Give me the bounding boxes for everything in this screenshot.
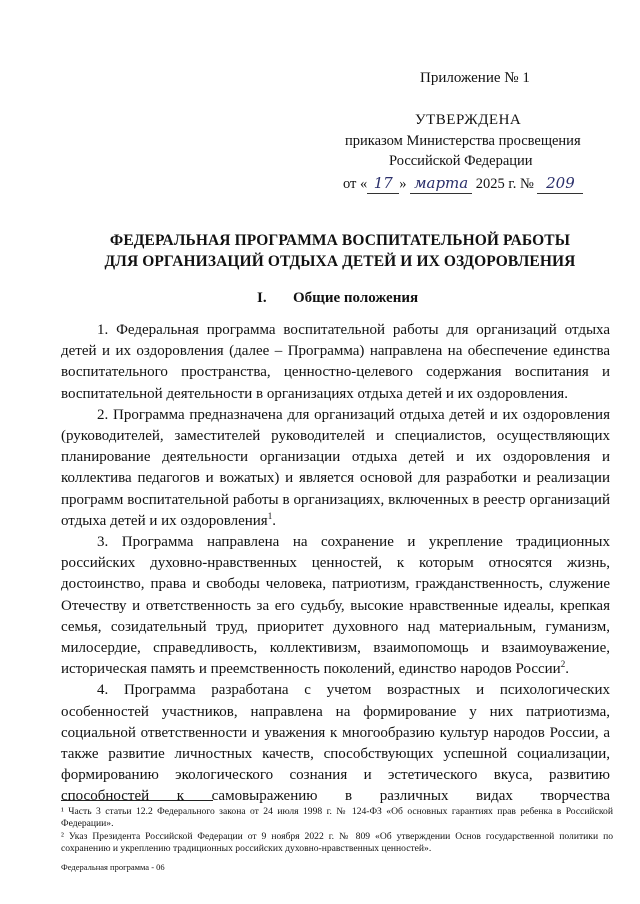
footnote-1: ¹ Часть 3 статьи 12.2 Федерального закона от 24 июля 1998 г. № 124-ФЗ «Об основных гарантиях прав ребенка в Российской Федерации».: [61, 806, 613, 830]
order-number-field: [537, 174, 583, 194]
section-title: Общие положения: [293, 290, 419, 306]
section-number: I.: [257, 290, 267, 306]
footnote-2: ² Указ Президента Российской Федерации от 9 ноября 2022 г. № 809 «Об утверждении Основ государственной политики по сохранению и укреплению традиционных российских духовно-нравственных ценностей».: [61, 830, 613, 855]
order-date-line: [343, 174, 583, 194]
section-heading: [257, 290, 418, 307]
document-title-line-1: ФЕДЕРАЛЬНАЯ ПРОГРАММА ВОСПИТАТЕЛЬНОЙ РАБОТЫ: [109, 232, 571, 249]
date-month-field: [410, 174, 472, 194]
date-mid: »: [399, 176, 407, 192]
footnote-ref-2[interactable]: 2: [560, 659, 566, 670]
order-line-2: Российской Федерации: [389, 153, 533, 169]
date-day-field: [367, 174, 399, 194]
paragraph-2: [61, 405, 610, 532]
date-year: 2025 г. №: [475, 176, 534, 192]
approved-label: УТВЕРЖДЕНА: [415, 112, 522, 128]
appendix-label: Приложение № 1: [420, 70, 530, 86]
footnote-ref-1[interactable]: 1: [267, 510, 273, 521]
footnotes: [61, 806, 613, 856]
date-prefix: от «: [343, 176, 368, 192]
paragraph-2-end: .: [272, 512, 276, 529]
paragraph-3-end: .: [565, 661, 569, 678]
paragraph-3: [61, 532, 610, 680]
document-body: [61, 320, 610, 808]
paragraph-4: 4. Программа разработана с учетом возрастных и психологических особенностей участников, направлена на формирование у них патриотизма, социальной ответственности и уважения к многообразию культур народов России, а также развитие личностных качеств, способствующих успешной социализации, формированию экологического сознания и эстетического вкуса, развитию способностей к самовыражению в различных видах творчества: [61, 682, 610, 805]
paragraph-3-text: 3. Программа направлена на сохранение и укрепление традиционных российских духовно-нравственных ценностей, к которым относятся жизнь, достоинство, права и свободы человека, патриотизм, гражданственность, служение Отечеству и ответственность за его судьбу, высокие нравственные идеалы, крепкая семья, созидательный труд, приоритет духовного над материальным, гуманизм, милосердие, справедливость, коллективизм, взаимопомощь и взаимоуважение, историческая память и преемственность поколений, единство народов России: [61, 534, 610, 678]
order-line-1: приказом Министерства просвещения: [345, 133, 581, 149]
document-title-line-2: ДЛЯ ОРГАНИЗАЦИЙ ОТДЫХА ДЕТЕЙ И ИХ ОЗДОРОВЛЕНИЯ: [104, 253, 576, 270]
paragraph-2-text: 2. Программа предназначена для организаций отдыха детей и их оздоровления (руководителей, заместителей руководителей и специалистов, осуществляющих планирование деятельности организации отдыха детей и их оздоровления и коллектива педагогов и вожатых) и является основой для разработки и реализации программ воспитательной работы в организациях, включенных в реестр организаций отдыха детей и их оздоровления: [61, 406, 610, 529]
date-month: марта: [414, 174, 469, 192]
page-footer: Федеральная программа - 06: [61, 862, 165, 872]
footnote-divider: [61, 800, 213, 801]
order-number: 209: [546, 174, 575, 192]
paragraph-1: 1. Федеральная программа воспитательной работы для организаций отдыха детей и их оздоровления (далее – Программа) направлена на обеспечение единства воспитательного пространства, ценностно-целевого содержания воспитания и воспитательной деятельности в организациях отдыха детей и их оздоровления.: [61, 322, 610, 402]
date-day: 17: [373, 174, 393, 192]
